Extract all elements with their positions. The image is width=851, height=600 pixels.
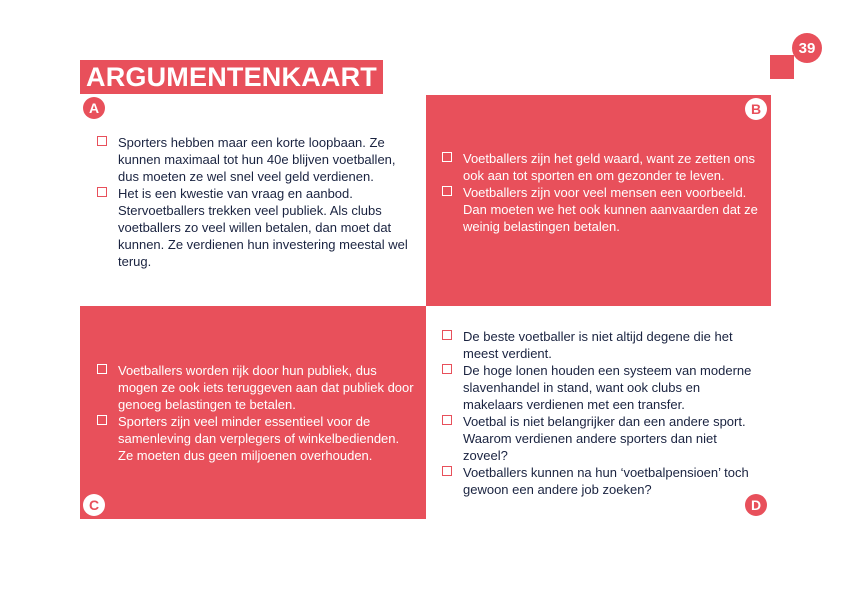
page-number-marker: [770, 33, 820, 83]
quadrant-a-badge: A: [83, 97, 105, 119]
page-number: 39: [792, 33, 822, 63]
argument-text: De hoge lonen houden een systeem van moderne slavenhandel in stand, want ook clubs en makelaars verdienen met een transfer.: [463, 363, 752, 412]
quadrant-c-list: [97, 362, 415, 464]
argument-text: Het is een kwestie van vraag en aanbod. Stervoetballers trekken veel publiek. Als clubs voetballers zo veel willen betalen, dan moet dat kunnen. Ze verdienen hun investering meestal wel terug.: [118, 186, 408, 269]
page-number-square: [770, 55, 794, 79]
list-item: [97, 185, 412, 270]
quadrant-d-list: [442, 328, 760, 498]
argument-text: Voetballers zijn voor veel mensen een voorbeeld. Dan moeten we het ook kunnen aanvaarden dat ze weinig belastingen betalen.: [463, 185, 758, 234]
argument-text: Voetbal is niet belangrijker dan een andere sport. Waarom verdienen andere sporters dan niet zoveel?: [463, 414, 746, 463]
list-item: [97, 362, 415, 413]
argument-text: De beste voetballer is niet altijd degene die het meest verdient.: [463, 329, 733, 361]
list-item: [442, 184, 760, 235]
quadrant-a-list: [97, 134, 412, 270]
argument-text: Voetballers kunnen na hun ‘voetbalpensioen’ toch gewoon een andere job zoeken?: [463, 465, 749, 497]
list-item: [442, 150, 760, 184]
checkbox-icon[interactable]: [442, 186, 452, 196]
quadrant-d-badge: D: [745, 494, 767, 516]
list-item: [442, 362, 760, 413]
checkbox-icon[interactable]: [442, 415, 452, 425]
list-item: [442, 464, 760, 498]
list-item: [442, 413, 760, 464]
checkbox-icon[interactable]: [97, 187, 107, 197]
checkbox-icon[interactable]: [97, 364, 107, 374]
list-item: [442, 328, 760, 362]
checkbox-icon[interactable]: [442, 466, 452, 476]
argument-text: Voetballers worden rijk door hun publiek, dus mogen ze ook iets teruggeven aan dat publiek door genoeg belastingen te betalen.: [118, 363, 414, 412]
checkbox-icon[interactable]: [97, 415, 107, 425]
checkbox-icon[interactable]: [97, 136, 107, 146]
quadrant-b-list: [442, 150, 760, 235]
checkbox-icon[interactable]: [442, 330, 452, 340]
list-item: [97, 134, 412, 185]
quadrant-c-badge: C: [83, 494, 105, 516]
quadrant-b-badge: B: [745, 98, 767, 120]
argument-text: Voetballers zijn het geld waard, want ze zetten ons ook aan tot sporten en om gezonder te leven.: [463, 151, 755, 183]
list-item: [97, 413, 415, 464]
checkbox-icon[interactable]: [442, 152, 452, 162]
argument-text: Sporters zijn veel minder essentieel voor de samenleving dan verplegers of winkelbedienden. Ze moeten dus geen miljoenen overhouden.: [118, 414, 400, 463]
checkbox-icon[interactable]: [442, 364, 452, 374]
page-title: ARGUMENTENKAART: [80, 60, 383, 94]
argument-text: Sporters hebben maar een korte loopbaan. Ze kunnen maximaal tot hun 40e blijven voetballen, dus moeten ze wel snel veel geld verdienen.: [118, 135, 396, 184]
